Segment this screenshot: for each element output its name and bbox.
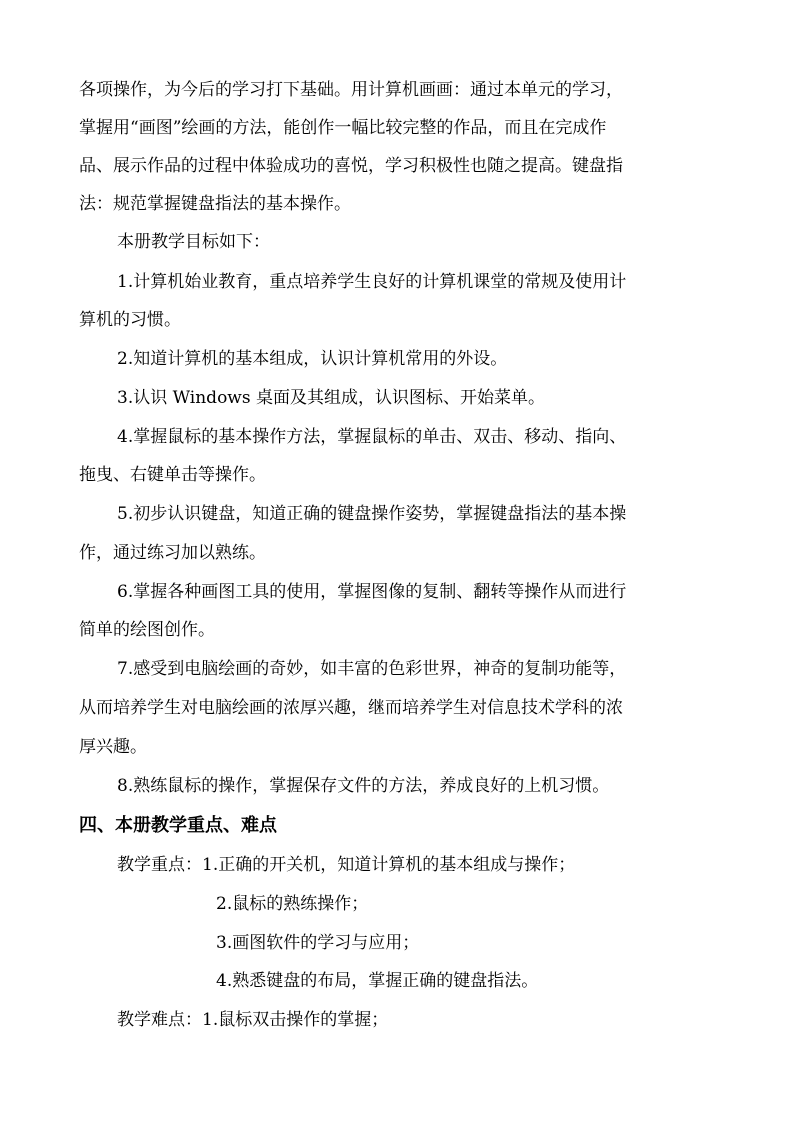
goal-item-6: 6.掌握各种画图工具的使用，掌握图像的复制、翻转等操作从而进行 (117, 582, 627, 602)
key-points-item-3: 3.画图软件的学习与应用； (216, 933, 420, 953)
goal-item-5-cont: 作，通过练习加以熟练。 (79, 543, 266, 563)
body-text-line: 各项操作，为今后的学习打下基础。用计算机画画：通过本单元的学习， (79, 80, 623, 100)
goal-item-7-cont: 从而培养学生对电脑绘画的浓厚兴趣，继而培养学生对信息技术学科的浓 (79, 698, 623, 718)
goal-item-7: 7.感受到电脑绘画的奇妙，如丰富的色彩世界，神奇的复制功能等， (117, 659, 627, 679)
goal-item-8: 8.熟练鼠标的操作，掌握保存文件的方法，养成良好的上机习惯。 (117, 776, 610, 796)
goal-item-7-cont: 厚兴趣。 (79, 737, 147, 757)
body-text-line: 掌握用“画图”绘画的方法，能创作一幅比较完整的作品，而且在完成作 (79, 118, 607, 138)
body-text-line: 品、展示作品的过程中体验成功的喜悦，学习积极性也随之提高。键盘指 (79, 156, 623, 176)
goal-item-5: 5.初步认识键盘，知道正确的键盘操作姿势，掌握键盘指法的基本操 (117, 504, 627, 524)
difficulty-item-1: 教学难点：1.鼠标双击操作的掌握； (117, 1010, 389, 1030)
goal-item-4-cont: 拖曳、右键单击等操作。 (79, 465, 266, 485)
body-text-line: 法：规范掌握键盘指法的基本操作。 (79, 194, 351, 214)
goal-item-6-cont: 简单的绘图创作。 (79, 620, 215, 640)
key-points-item-1: 教学重点：1.正确的开关机，知道计算机的基本组成与操作； (117, 855, 576, 875)
key-points-item-4: 4.熟悉键盘的布局，掌握正确的键盘指法。 (216, 971, 539, 991)
goal-item-3: 3.认识 Windows 桌面及其组成，认识图标、开始菜单。 (117, 388, 545, 408)
goal-item-2: 2.知道计算机的基本组成，认识计算机常用的外设。 (117, 349, 508, 369)
goal-item-4: 4.掌握鼠标的基本操作方法，掌握鼠标的单击、双击、移动、指向、 (117, 427, 627, 447)
key-points-item-2: 2.鼠标的熟练操作； (216, 894, 369, 914)
goal-item-1-cont: 算机的习惯。 (79, 310, 181, 330)
goal-item-1: 1.计算机始业教育，重点培养学生良好的计算机课堂的常规及使用计 (117, 272, 627, 292)
body-text-line: 本册教学目标如下： (117, 232, 270, 252)
section-heading: 四、本册教学重点、难点 (79, 815, 277, 836)
